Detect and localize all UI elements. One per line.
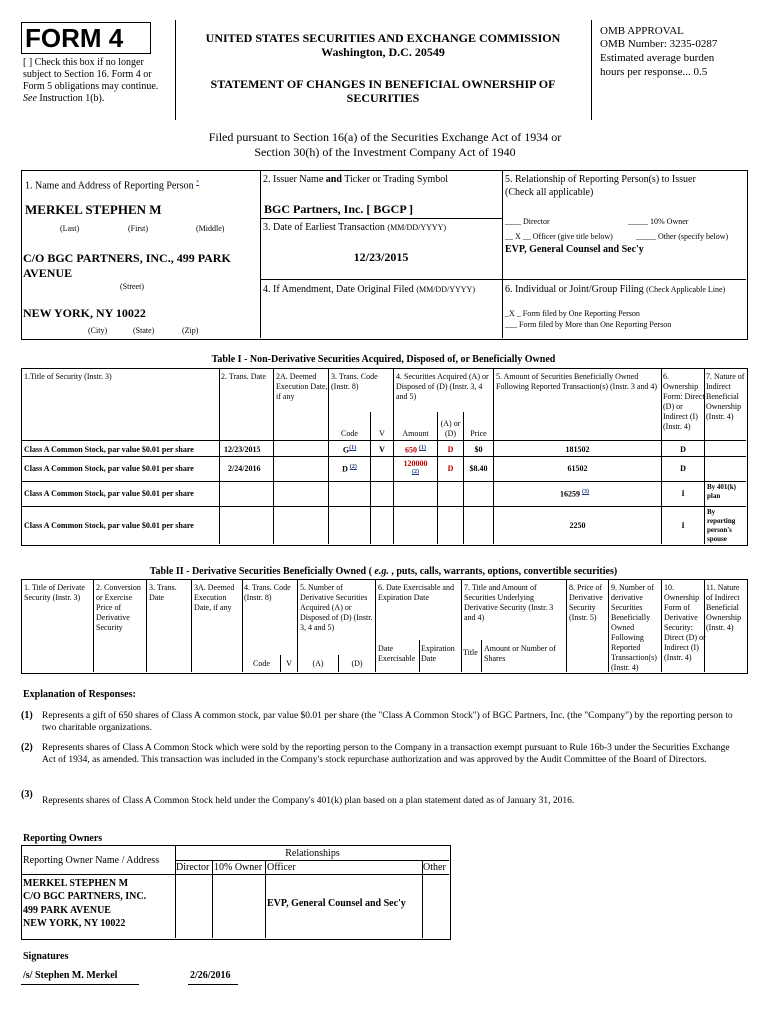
t2-sub-amount: Amount or Number of Shares (484, 644, 556, 663)
reporting-person-label (25, 177, 199, 192)
t2-header-date: 3. Trans. Date (149, 583, 177, 602)
t2-v14 (661, 579, 662, 672)
t2-sub-title: Title (463, 648, 478, 657)
t1-header-date: 2. Trans. Date (221, 372, 266, 381)
t2-sub-v: V (286, 659, 292, 668)
earliest-transaction-label (263, 222, 446, 234)
issuer-label-pre: 2. Issuer Name (263, 174, 326, 185)
agency-line2: Washington, D.C. 20549 (321, 45, 445, 59)
t2-v2 (146, 579, 147, 672)
omb-line4: hours per response... 0.5 (600, 66, 708, 78)
ro-header-officer: Officer (267, 862, 296, 873)
t1-header-acquired: 4. Securities Acquired (A) or Disposed of (D) (Instr. 3, 4 and 5) (396, 372, 489, 401)
t2-header-deemed: 3A. Deemed Execution Date, if any (194, 583, 235, 612)
t1-r2-amount-footnote-link[interactable]: (2) (412, 469, 419, 475)
other-checkbox[interactable]: _____ Other (specify below) (636, 232, 729, 241)
earliest-transaction-label-text: 3. Date of Earliest Transaction (263, 222, 385, 233)
t2-header-code: 4. Trans. Code (Instr. 8) (244, 583, 291, 602)
agency-line1: UNITED STATES SECURITIES AND EXCHANGE COMMISSION (205, 31, 561, 45)
t1-r1-owned: 181502 (565, 445, 590, 454)
t1-r2-ownership: D (680, 464, 686, 473)
ro-h1 (175, 860, 449, 861)
last-label: (Last) (60, 224, 80, 233)
t1-r2-code (329, 462, 370, 475)
footnote-2-num: (2) (21, 742, 33, 753)
earliest-transaction-format: (MM/DD/YYYY) (387, 223, 447, 232)
t1-r1-price: $0 (474, 445, 483, 454)
relationship-sublabel: (Check all applicable) (505, 187, 594, 198)
t1-r1-code-footnote-link[interactable]: (1) (349, 445, 357, 451)
header-divider-right (591, 20, 592, 120)
t1-h1 (21, 456, 746, 457)
issuer-divider-1 (260, 218, 502, 219)
frame-divider-2 (502, 170, 503, 338)
filed-line1: Filed pursuant to Section 16(a) of the Securities Exchange Act of 1934 or (208, 130, 562, 144)
zip-label: (Zip) (182, 326, 199, 335)
issuer-label (263, 174, 448, 186)
t1-r3-owned-footnote-link[interactable]: (3) (582, 489, 589, 495)
t1-r3-ownership: I (681, 489, 685, 498)
t1-r1-aord: D (447, 445, 454, 454)
t1-header-deemed: 2A. Deemed Execution Date, if any (276, 372, 328, 401)
t1-r2-amount-value: 120000 (403, 459, 428, 468)
t1-r1-ownership: D (680, 445, 686, 454)
footnote-1-num: (1) (21, 710, 33, 721)
footnote-3-text: Represents shares of Class A Common Stock held under the Company's 401(k) plan based on a plan statement dated as of January 31, 2016. (42, 796, 575, 806)
t1-r3-owned-value: 16259 (560, 489, 580, 499)
t1-r1-amount-footnote-link[interactable]: (1) (419, 445, 426, 451)
signature-date-underline (188, 984, 238, 985)
amendment-label-text: 4. If Amendment, Date Original Filed (263, 284, 414, 295)
t1-r3-title: Class A Common Stock, par value $0.01 per share (24, 489, 194, 498)
t1-r2-aord: D (447, 464, 454, 473)
t1-r2-code-value: D (342, 464, 348, 474)
ro-header-director: Director (176, 862, 210, 873)
signer-underline (21, 984, 139, 985)
omb-line3: Estimated average burden (600, 52, 715, 64)
t2-v3 (191, 579, 192, 672)
t1-r1-code-value: G (342, 445, 350, 455)
ro-h2 (21, 874, 449, 875)
reporting-person-street: C/O BGC PARTNERS, INC., 499 PARK AVENUE (23, 251, 231, 280)
check-box-see: See (23, 93, 37, 104)
t1-sub-aord: (A) or (D) (440, 419, 461, 438)
reporting-person-footnote-link[interactable]: * (196, 180, 200, 186)
t1-r4-title: Class A Common Stock, par value $0.01 per share (24, 521, 194, 530)
t1-header-title: 1.Title of Security (Instr. 3) (24, 372, 112, 381)
reporting-person-label-text: 1. Name and Address of Reporting Person (25, 180, 194, 192)
filed-line2: Section 30(h) of the Investment Company Act of 1940 (254, 145, 516, 159)
t2-header-ownership: 10. Ownership Form of Derivative Security: Direct (D) or Indirect (I) (Instr. 4) (664, 583, 706, 662)
t1-r2-code-footnote-link[interactable]: (2) (349, 464, 357, 470)
t1-sub-v: V (379, 429, 385, 438)
t2-v12 (566, 579, 567, 672)
amendment-label (263, 284, 475, 296)
t2-header-underlying: 7. Title and Amount of Securities Underlying Derivative Security (Instr. 3 and 4) (464, 583, 554, 622)
t1-header-nature: 7. Nature of Indirect Beneficial Ownership (Instr. 4) (706, 372, 745, 421)
t1-r3-owned (560, 487, 589, 500)
filing-check: (Check Applicable Line) (646, 285, 726, 294)
t1-r2-price: $8.40 (469, 464, 488, 473)
t2-header-title: 1. Title of Derivate Security (Instr. 3) (24, 583, 85, 602)
t2-sub-expiration: Expiration Date (421, 644, 455, 663)
t2-header-nature: 11. Nature of Indirect Beneficial Ownership (Instr. 4) (706, 583, 742, 632)
check-box-instr: Instruction 1(b). (36, 93, 105, 104)
table1-frame (21, 368, 748, 546)
street-label: (Street) (120, 282, 144, 291)
t1-r1-amount-value: 650 (405, 445, 417, 455)
t2-header-number: 5. Number of Derivative Securities Acquired (A) or Disposed of (D) (Instr. 3, 4 and 5) (300, 583, 373, 632)
filing-more-persons[interactable]: ___ Form filed by More than One Reporting Person (505, 320, 672, 329)
relationship-label: 5. Relationship of Reporting Person(s) to Issuer (505, 174, 696, 185)
ro-header-relationships: Relationships (285, 848, 340, 859)
t1-sub-code: Code (341, 429, 358, 438)
reporting-owners-title: Reporting Owners (23, 833, 103, 844)
ro-header-other: Other (423, 862, 446, 873)
t1-r2-title: Class A Common Stock, par value $0.01 per share (24, 464, 194, 473)
omb-line1: OMB APPROVAL (600, 25, 684, 37)
table2-title (21, 566, 746, 578)
issuer-label-post: Ticker or Trading Symbol (341, 174, 449, 185)
ro-header-ten: 10% Owner (214, 862, 263, 873)
amendment-format: (MM/DD/YYYY) (416, 285, 475, 294)
officer-checkbox[interactable]: __ X __ Officer (give title below) (505, 232, 613, 241)
earliest-transaction-date: 12/23/2015 (353, 250, 409, 264)
signer-name: /s/ Stephen M. Merkel (23, 970, 118, 981)
middle-label: (Middle) (196, 224, 225, 233)
ro-officer-title: EVP, General Counsel and Sec'y (267, 898, 406, 909)
t1-r4-nature: By reporting person's spouse (707, 508, 736, 543)
filing-label-text: 6. Individual or Joint/Group Filing (505, 284, 644, 295)
table1-title: Table I - Non-Derivative Securities Acquired, Disposed of, or Beneficially Owned (211, 354, 556, 365)
t1-r1-amount (394, 443, 437, 456)
t1-h2 (21, 481, 746, 482)
t1-r1-date: 12/23/2015 (224, 445, 261, 454)
t1-r2-amount (394, 459, 437, 479)
t2-header-exercisable: 6. Date Exercisable and Expiration Date (378, 583, 454, 602)
footnote-1-text: Represents a gift of 650 shares of Class A common stock, par value $0.01 per share (the "Class A Common Stock") of BGC Partners, Inc. (the "Company") by the reporting person to two charitable organizations. (42, 711, 733, 733)
issuer-name: BGC Partners, Inc. [ BGCP ] (264, 202, 413, 216)
t2-v11 (481, 640, 482, 672)
t2-sub-code: Code (253, 659, 270, 668)
omb-line2: OMB Number: 3235-0287 (600, 38, 718, 50)
t2-v1 (93, 579, 94, 672)
filing-label (505, 284, 725, 296)
t1-h3 (21, 506, 746, 507)
t2-header-conversion: 2. Conversion or Exercise Price of Derivative Security (96, 583, 141, 632)
t1-header-amount-owned: 5. Amount of Securities Beneficially Owned Following Reported Transaction(s) (Instr. 3 and 4) (496, 372, 658, 391)
t1-header-code: 3. Trans. Code (Instr. 8) (331, 372, 378, 391)
issuer-label-and: and (325, 174, 342, 185)
t2-sub-date-exercisable: Date Exercisable (378, 644, 416, 663)
filing-one-person[interactable]: _X _ Form filed by One Reporting Person (505, 309, 640, 318)
signatures-title: Signatures (23, 951, 69, 962)
ro-header-name: Reporting Owner Name / Address (23, 855, 160, 866)
t2-header-number-owned: 9. Number of derivative Securities Beneficially Owned Following Reported Transaction(s) (Instr. 4) (611, 583, 657, 672)
issuer-divider-2 (260, 279, 746, 280)
table2-title-post: , puts, calls, warrants, options, convertible securities) (388, 566, 618, 577)
t1-r1-code (329, 443, 370, 456)
t1-h0 (21, 440, 746, 441)
t2-sub-a: (A) (312, 659, 324, 668)
statement-title: STATEMENT OF CHANGES IN BENEFICIAL OWNERSHIP OF SECURITIES (210, 77, 556, 105)
ten-percent-checkbox[interactable]: _____ 10% Owner (628, 217, 689, 226)
ro-v3 (265, 860, 266, 938)
t2-header-price: 8. Price of Derivative Security (Instr. 5) (569, 583, 603, 622)
t1-header-ownership: 6. Ownership Form: Direct (D) or Indirect (I) (Instr. 4) (663, 372, 705, 431)
t2-sub-d: (D) (351, 659, 363, 668)
ro-owner-line3: 499 PARK AVENUE (23, 905, 111, 916)
footnote-3-num: (3) (21, 789, 33, 800)
table2-title-pre: Table II - Derivative Securities Beneficially Owned ( (149, 566, 375, 577)
t2-v8 (375, 579, 376, 672)
footnote-2-text: Represents shares of Class A Common Stock which were sold by the reporting person to the Company in a transaction exempt pursuant to Rule 16b-3 under the Securities Exchange Act of 1934, as amended. This transaction was included in the Company's stock repurchase authorization and was approved by the Audit Committee of the Board of Directors. (42, 743, 730, 765)
reporting-person-city: NEW YORK, NY 10022 (23, 306, 146, 320)
form-title: FORM 4 (25, 23, 124, 53)
t1-r3-nature: By 401(k) plan (707, 483, 736, 500)
t1-r1-title: Class A Common Stock, par value $0.01 per share (24, 445, 194, 454)
t1-r2-date: 2/24/2016 (228, 464, 261, 473)
ro-v2 (212, 860, 213, 938)
reporting-person-name: MERKEL STEPHEN M (25, 202, 162, 217)
t1-sub-price: Price (470, 429, 487, 438)
t1-r4-ownership: I (681, 521, 685, 530)
explanation-title: Explanation of Responses: (23, 689, 136, 700)
t1-r4-owned: 2250 (569, 521, 586, 530)
director-checkbox[interactable]: ____ Director (505, 217, 550, 226)
check-box-instruction[interactable] (23, 57, 168, 105)
t1-r1-v: V (379, 445, 385, 454)
officer-title: EVP, General Counsel and Sec'y (505, 244, 644, 255)
ro-owner-line2: C/O BGC PARTNERS, INC. (23, 891, 147, 902)
first-label: (First) (128, 224, 148, 233)
state-label: (State) (133, 326, 155, 335)
signature-date: 2/26/2016 (190, 970, 231, 981)
city-label: (City) (88, 326, 108, 335)
check-box-text: [ ] Check this box if no longer subject to Section 16. Form 4 or Form 5 obligations may continue. (23, 57, 159, 92)
t1-sub-amount: Amount (402, 429, 429, 438)
ro-owner-line1: MERKEL STEPHEN M (23, 878, 129, 889)
ro-owner-line4: NEW YORK, NY 10022 (23, 918, 126, 929)
table2-title-eg: e.g. (374, 566, 389, 577)
t1-r2-owned: 61502 (567, 464, 588, 473)
